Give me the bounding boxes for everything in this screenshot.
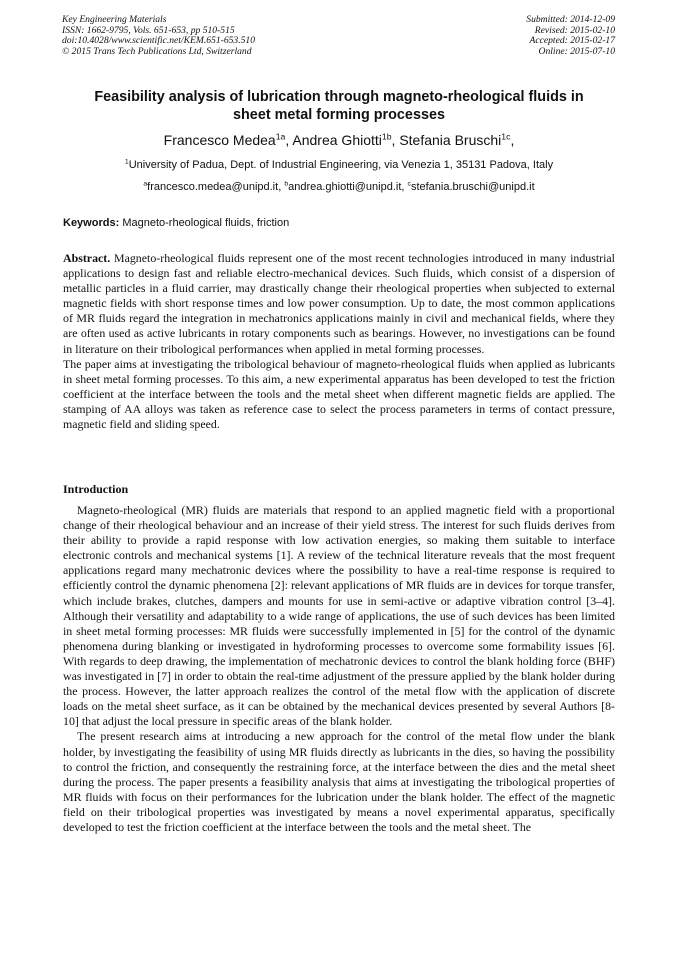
abstract-paragraph-2: The paper aims at investigating the tribological behaviour of magneto-rheological fluids when applied as lubricants in sheet metal forming processes. To this aim, a new experimental apparatus has been developed to test the friction coefficient at the interface between the tools and the metal sheet when different magnetic fields are applied. The stamping of AA alloys was taken as reference case to select the process parameters in terms of contact pressure, magnetic field and sliding speed. — [63, 356, 615, 432]
title-line-1: Feasibility analysis of lubrication through magneto-rheological fluids in — [94, 89, 584, 105]
email-superscript: c — [407, 180, 411, 188]
email-superscript: a — [143, 180, 148, 188]
introduction-paragraph-1: Magneto-rheological (MR) fluids are materials that respond to an applied magnetic field with a proportional change of their rheological behaviour and an increase of their yield stress. The interest for such fluids derives from their ability to provide a rapid response with low activation energies, so making them suitable to interface electronic controls and mechanical systems [1]. A review of the technical literature reveals that the most frequent applications regard many mechatronic devices where the possibility to have a real-time response is required to efficiently control the dynamic phenomena [2]: relevant applications of MR fluids are in devices for torque transfer, which include brakes, clutches, dampers and mounts for use in semi-active or adaptive vibration control [3–4]. Although their versatility and adaptability to a wide range of applications, the use of such devices has been limited in sheet metal forming processes: MR fluids were successfully implemented in [5] for the control of the dynamic phenomena during blanking or investigated in hydroforming processes to overcome some formability issues [6]. With regards to deep drawing, the implementation of mechatronic devices to control the blank holding force (BHF) was investigated in [7] in order to obtain the real-time adjustment of the pressure applied by the blank holder during the process. However, the latter approach realizes the control of the metal flow with the application of discrete loads on the metal sheet surface, as it can be obtained by the mechanical devices presented by several Authors [8-10] that adjust the local pressure in specific areas of the blank holder. — [63, 503, 615, 729]
abstract-label: Abstract. — [63, 251, 111, 265]
author-list — [40, 131, 638, 149]
online-date: Online: 2015-07-10 — [538, 45, 615, 57]
author-superscript: 1b — [381, 131, 392, 142]
dates-info — [526, 15, 615, 57]
affiliation-text: University of Padua, Dept. of Industrial Engineering, via Venezia 1, 35131 Padova, Italy — [128, 159, 554, 171]
author-name: Francesco Medea — [163, 132, 276, 148]
author-name: Stefania Bruschi — [399, 132, 502, 148]
copyright: © 2015 Trans Tech Publications Ltd, Switzerland — [62, 45, 252, 57]
revised-date: Revised: 2015-02-10 — [534, 24, 615, 36]
introduction-section — [63, 503, 615, 835]
email-address: francesco.medea@unipd.it — [147, 181, 279, 193]
title-line-2: sheet metal forming processes — [233, 107, 445, 123]
affiliation-superscript: 1 — [124, 158, 129, 166]
keywords-text: Magneto-rheological fluids, friction — [122, 217, 290, 229]
doi: doi:10.4028/www.scientific.net/KEM.651-653.510 — [62, 35, 256, 47]
introduction-paragraph-2: The present research aims at introducing a new approach for the control of the metal flow under the blank holder, by investigating the feasibility of using MR fluids directly as lubricants in the dies, so having the possibility to control the friction, and consequently the restraining force, at the interface between the dies and the metal sheet during the process. The paper presents a feasibility analysis that aims at investigating the tribological properties of MR fluids with focus on their performances for the lubrication under the blank holder. The effect of the magnetic field on their tribological properties was investigated by means a novel experimental apparatus, specifically developed to test the friction coefficient at the interface between the tools and the metal sheet. The — [63, 729, 615, 834]
email-separator: , — [401, 181, 408, 193]
journal-name: Key Engineering Materials — [62, 14, 167, 25]
author-separator: , — [391, 132, 400, 148]
affiliation — [40, 158, 638, 172]
abstract-paragraph-1 — [63, 251, 615, 357]
email-superscript: b — [284, 180, 289, 188]
paper-title — [40, 88, 638, 124]
abstract-text-1: Magneto-rheological fluids represent one of the most recent technologies introduced in many industrial applications to design fast and reliable electro-mechanical devices. Such fluids, which consist of a dispersion of metallic particles in a fluid carrier, may drastically change their rheological properties when subjected to external magnetic fields with short response times and low power consumption. Up to date, the most common applications of MR fluids regard the integration in mechatronics applications mainly in civil and mechanical fields, where they are often used as active lubricants in rotary components such as bearings. However, no investigations can be found in literature on their tribological performances when applied in metal forming processes. — [63, 251, 615, 356]
keywords-label: Keywords: — [63, 217, 120, 229]
email-separator: , — [278, 181, 285, 193]
abstract-section — [63, 251, 615, 432]
author-separator: , — [510, 132, 515, 148]
journal-info — [62, 15, 255, 57]
email-list — [40, 180, 638, 194]
keywords — [63, 216, 289, 230]
accepted-date: Accepted: 2015-02-17 — [529, 35, 615, 47]
author-separator: , — [285, 132, 293, 148]
author-name: Andrea Ghiotti — [292, 132, 382, 148]
author-superscript: 1c — [501, 131, 511, 142]
introduction-heading: Introduction — [63, 482, 129, 496]
author-superscript: 1a — [275, 131, 286, 142]
issn: ISSN: 1662-9795, Vols. 651-653, pp 510-515 — [62, 24, 235, 36]
email-address: stefania.bruschi@unipd.it — [410, 181, 535, 193]
submitted-date: Submitted: 2014-12-09 — [526, 14, 615, 25]
email-address: andrea.ghiotti@unipd.it — [288, 181, 402, 193]
